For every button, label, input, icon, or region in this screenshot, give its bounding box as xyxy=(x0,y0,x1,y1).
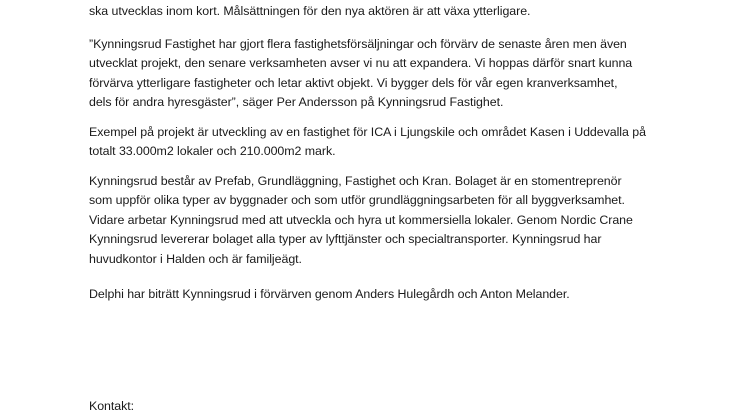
text-line: som uppför olika typer av byggnader och som utför grundläggningsarbeten för all byggverksamhet. xyxy=(89,193,625,208)
paragraph-quote xyxy=(89,35,632,113)
paragraph-company-description xyxy=(89,172,633,269)
text-line: totalt 33.000m2 lokaler och 210.000m2 mark. xyxy=(89,144,336,159)
text-line: Exempel på projekt är utveckling av en fastighet för ICA i Ljungskile och området Kasen i Uddevalla på xyxy=(89,125,646,139)
paragraph-examples xyxy=(89,123,646,162)
text-line: Delphi har biträtt Kynningsrud i förvärven genom Anders Hulegårdh och Anton Melander. xyxy=(89,287,570,301)
contact-heading: Kontakt: xyxy=(89,399,135,413)
paragraph-contact xyxy=(89,397,134,416)
text-line: ”Kynningsrud Fastighet har gjort flera fastighetsförsäljningar och förvärv de senaste åren men även xyxy=(89,37,627,51)
text-line: Kynningsrud består av Prefab, Grundläggning, Fastighet och Kran. Bolaget är en stomentreprenör xyxy=(89,174,622,188)
text-line: dels för andra hyresgäster”, säger Per Andersson på Kynningsrud Fastighet. xyxy=(89,95,504,110)
text-line: förvärva ytterligare fastigheter och letar aktivt objekt. Vi bygger dels för vår egen kranverksamhet, xyxy=(89,75,618,90)
text-line: Kynningsrud levererar bolaget alla typer av lyfttjänster och specialtransporter. Kynningsrud har xyxy=(89,232,602,247)
text-line: huvudkontor i Halden och är familjeägt. xyxy=(89,251,302,266)
text-line: ska utvecklas inom kort. Målsättningen för den nya aktören är att växa ytterligare. xyxy=(89,4,531,18)
paragraph-advisors xyxy=(89,285,570,304)
text-line: utvecklat projekt, den senare verksamheten avser vi nu att expandera. Vi hoppas därför snart kunna xyxy=(89,56,633,71)
text-line: Vidare arbetar Kynningsrud med att utveckla och hyra ut kommersiella lokaler. Genom Nordic Crane xyxy=(89,212,633,227)
paragraph-intro-end xyxy=(89,2,530,21)
